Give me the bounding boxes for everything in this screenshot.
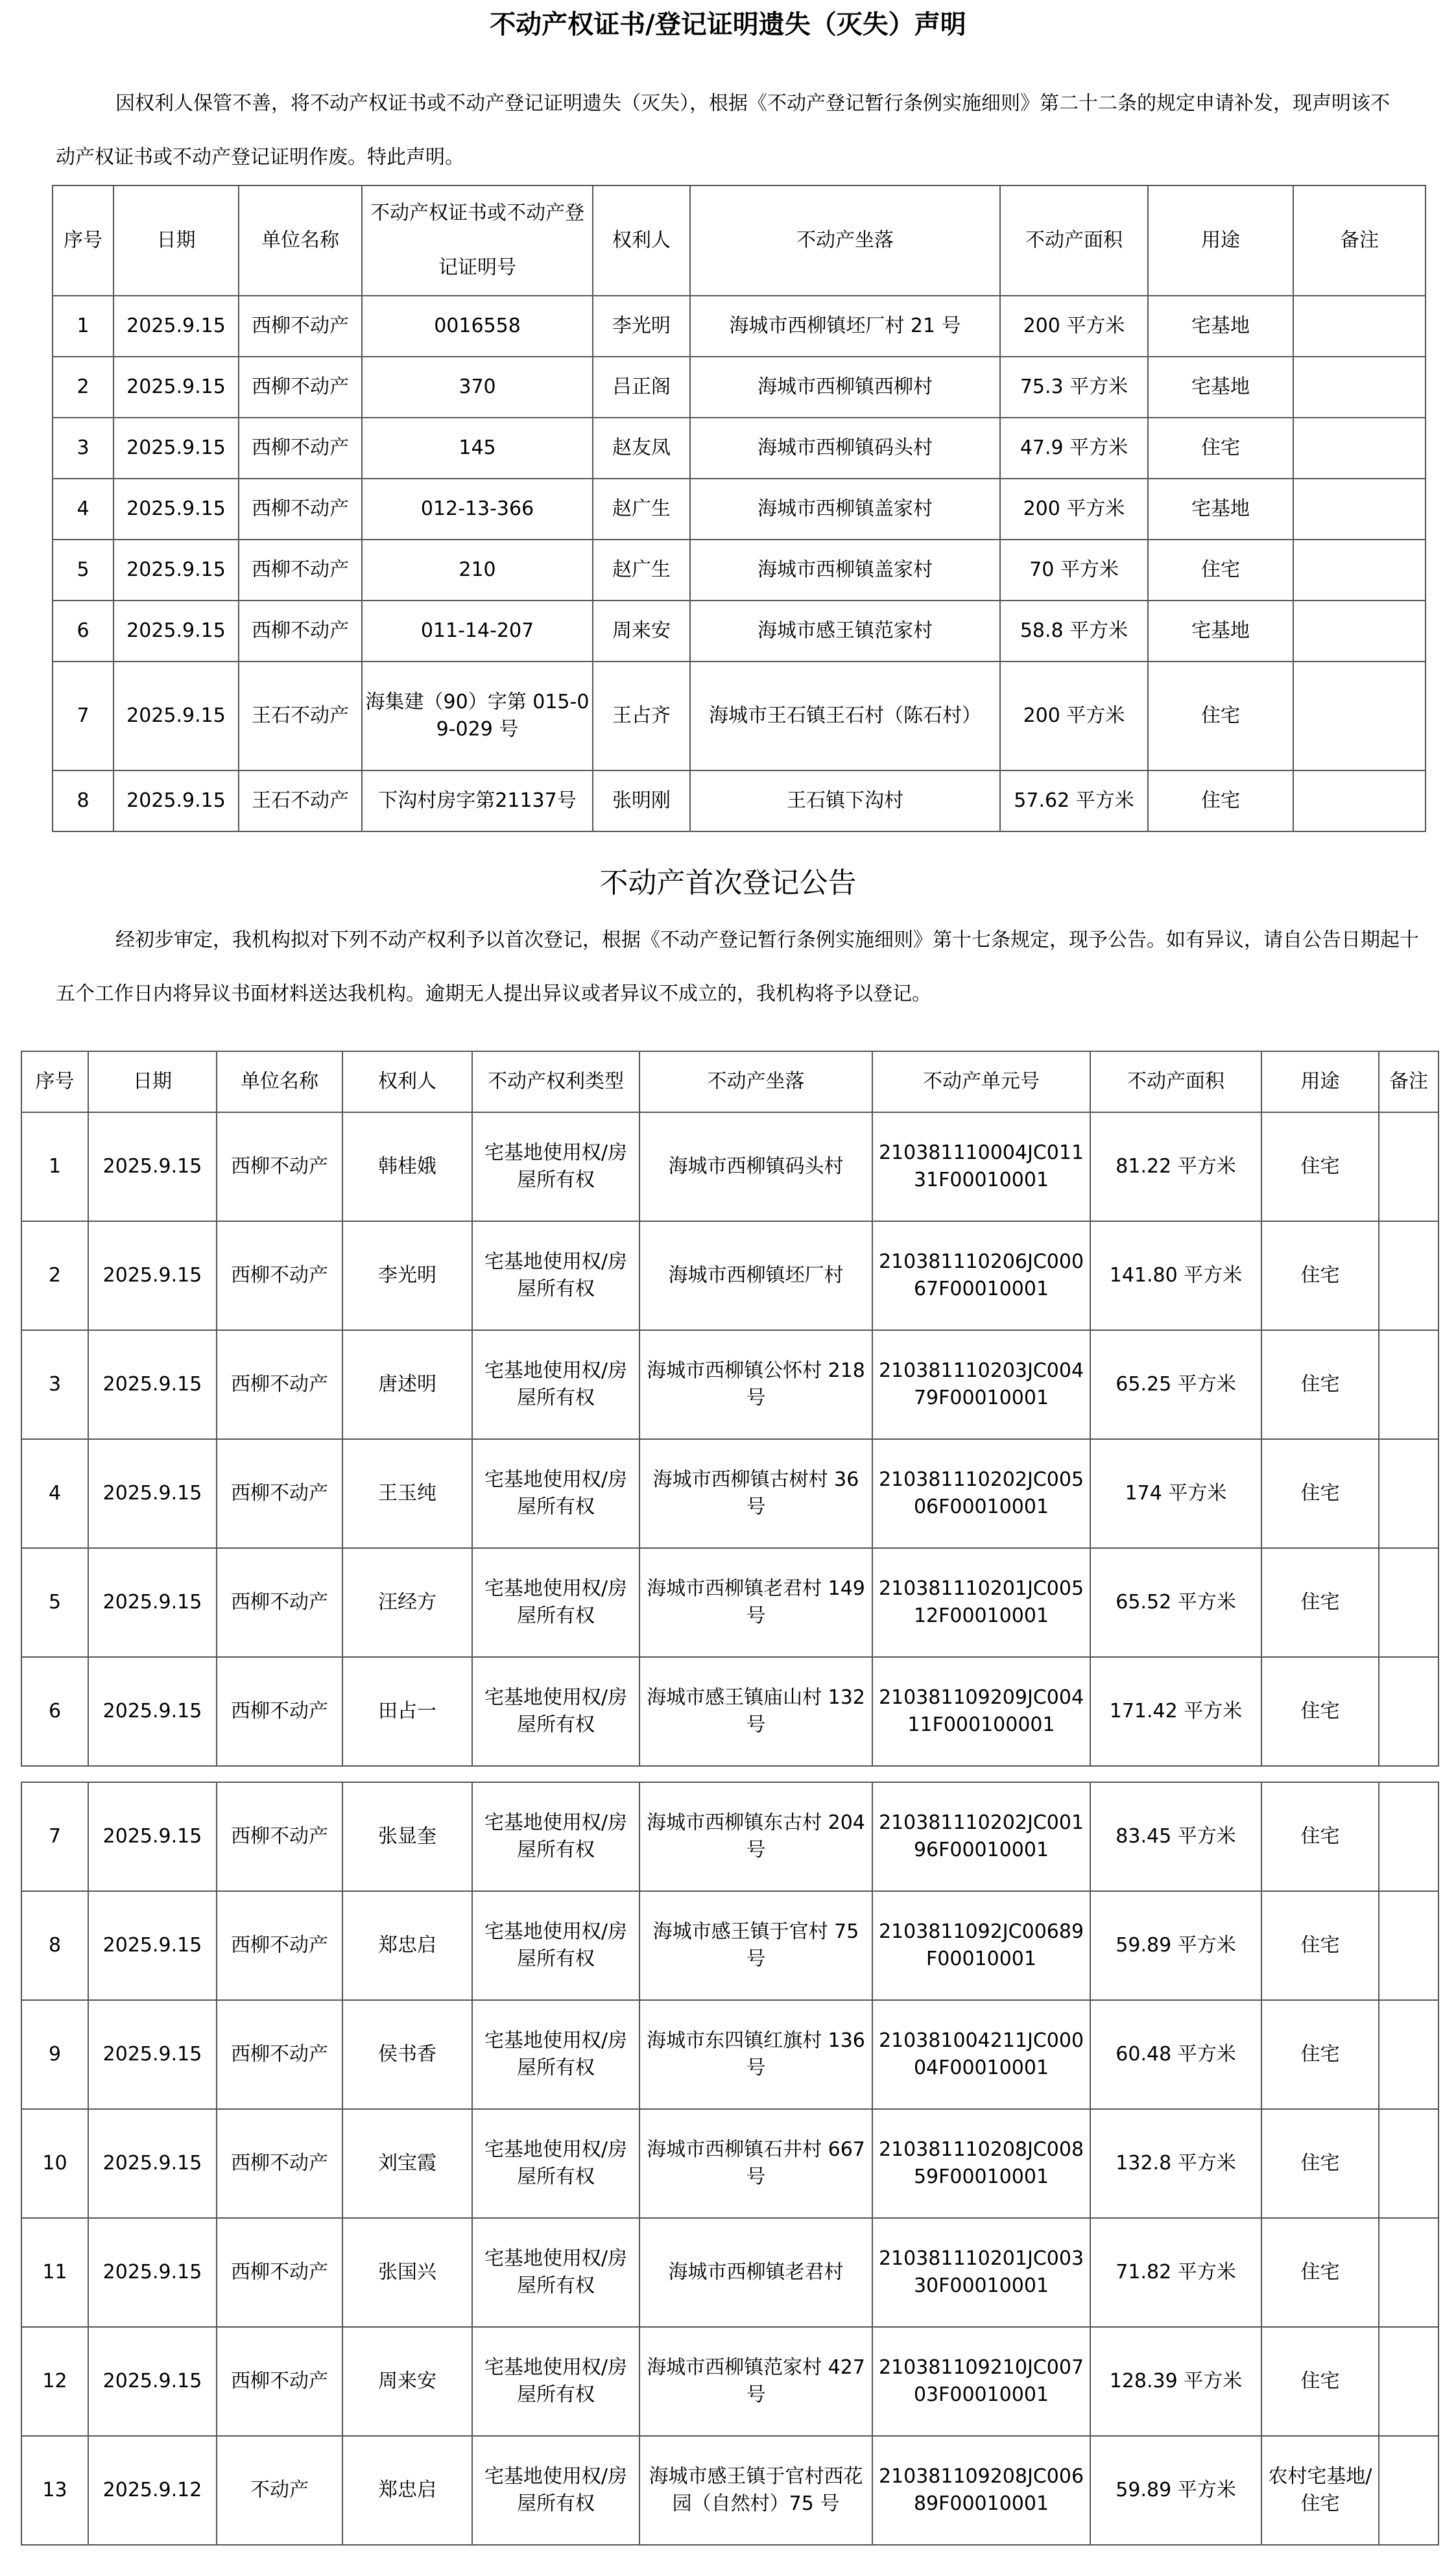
table-cell: 210381110208JC00859F00010001: [872, 2109, 1090, 2218]
table-cell: 200 平方米: [1000, 479, 1148, 540]
table-cell: 海城市西柳镇古树村 36 号: [639, 1439, 872, 1548]
table-cell: 210381109209JC00411F000100001: [872, 1657, 1090, 1766]
table-cell: 9: [21, 2000, 88, 2109]
table-cell: 宅基地: [1148, 357, 1293, 418]
table-cell: 王玉纯: [342, 1439, 472, 1548]
table-cell: 宅基地使用权/房屋所有权: [472, 1782, 639, 1891]
table-row: [21, 1548, 1438, 1657]
table-cell: 海城市西柳镇码头村: [690, 418, 1000, 479]
table-cell: 住宅: [1261, 2327, 1379, 2436]
table-cell: 5: [53, 540, 113, 601]
table-cell: [1379, 1112, 1438, 1221]
table-cell: [1379, 2436, 1438, 2545]
table-cell: 132.8 平方米: [1090, 2109, 1261, 2218]
table-cell: 3: [53, 418, 113, 479]
table-cell: 210381110203JC00479F00010001: [872, 1330, 1090, 1439]
table-cell: 西柳不动产: [239, 479, 362, 540]
table-cell: 王石不动产: [239, 770, 362, 831]
table-cell: [1293, 357, 1426, 418]
table-cell: 西柳不动产: [239, 418, 362, 479]
table-cell: 西柳不动产: [217, 2327, 342, 2436]
table-cell: 宅基地使用权/房屋所有权: [472, 1657, 639, 1766]
table-cell: 西柳不动产: [217, 1657, 342, 1766]
table-cell: 0016558: [362, 296, 593, 357]
table-cell: 58.8 平方米: [1000, 601, 1148, 662]
table-cell: 宅基地使用权/房屋所有权: [472, 2218, 639, 2327]
table-cell: 210381110201JC00330F00010001: [872, 2218, 1090, 2327]
table-cell: 住宅: [1148, 540, 1293, 601]
table-cell: 210381110202JC00196F00010001: [872, 1782, 1090, 1891]
table-cell: [1379, 1657, 1438, 1766]
table-cell: 西柳不动产: [239, 357, 362, 418]
table-cell: 8: [21, 1891, 88, 2000]
table-cell: 侯书香: [342, 2000, 472, 2109]
table-cell: 海城市西柳镇东古村 204 号: [639, 1782, 872, 1891]
table-cell: 海城市西柳镇西柳村: [690, 357, 1000, 418]
table-cell: 海城市西柳镇老君村: [639, 2218, 872, 2327]
table-cell: 不动产: [217, 2436, 342, 2545]
table-cell: 海城市西柳镇石井村 667 号: [639, 2109, 872, 2218]
column-header: 单位名称: [217, 1051, 342, 1112]
table-cell: 张国兴: [342, 2218, 472, 2327]
table-cell: 李光明: [342, 1221, 472, 1330]
table-cell: 田占一: [342, 1657, 472, 1766]
table-cell: 郑忠启: [342, 2436, 472, 2545]
table-cell: 59.89 平方米: [1090, 1891, 1261, 2000]
table-cell: 海城市西柳镇坯厂村: [639, 1221, 872, 1330]
table-cell: 宅基地使用权/房屋所有权: [472, 1330, 639, 1439]
table-cell: 海城市东四镇红旗村 136 号: [639, 2000, 872, 2109]
table-cell: 1: [53, 296, 113, 357]
table-cell: 2025.9.15: [113, 357, 239, 418]
table-cell: 210381110201JC00512F00010001: [872, 1548, 1090, 1657]
table-cell: 8: [53, 770, 113, 831]
table-header-row: [53, 185, 1426, 296]
table-cell: 宅基地使用权/房屋所有权: [472, 1891, 639, 2000]
table-cell: 70 平方米: [1000, 540, 1148, 601]
table-cell: 宅基地: [1148, 601, 1293, 662]
table-cell: 145: [362, 418, 593, 479]
table-cell: [1379, 2327, 1438, 2436]
table-cell: 3: [21, 1330, 88, 1439]
first-registration-table-part1: [21, 1051, 1439, 1767]
table-cell: 2025.9.15: [113, 418, 239, 479]
table-cell: 唐述明: [342, 1330, 472, 1439]
column-header: 用途: [1261, 1051, 1379, 1112]
table-cell: 2025.9.15: [113, 296, 239, 357]
table-cell: [1379, 1891, 1438, 2000]
table-cell: 2: [53, 357, 113, 418]
column-header: 单位名称: [239, 185, 362, 296]
table-cell: [1293, 479, 1426, 540]
table-cell: 西柳不动产: [217, 1782, 342, 1891]
table-cell: 2025.9.15: [113, 601, 239, 662]
table-cell: 210381110004JC01131F00010001: [872, 1112, 1090, 1221]
table-row: [21, 1330, 1438, 1439]
table-cell: 赵广生: [593, 540, 690, 601]
table-row: [21, 1221, 1438, 1330]
table-cell: 200 平方米: [1000, 296, 1148, 357]
loss-notice-table: [52, 185, 1426, 832]
table-cell: 海城市西柳镇公怀村 218 号: [639, 1330, 872, 1439]
table-cell: 75.3 平方米: [1000, 357, 1148, 418]
column-header: 日期: [88, 1051, 217, 1112]
table-cell: 128.39 平方米: [1090, 2327, 1261, 2436]
table-cell: 吕正阁: [593, 357, 690, 418]
table-cell: 6: [21, 1657, 88, 1766]
table-cell: 2025.9.15: [113, 662, 239, 770]
table-cell: 10: [21, 2109, 88, 2218]
table-cell: 住宅: [1261, 1891, 1379, 2000]
table-row: [21, 2436, 1438, 2545]
table-cell: [1293, 662, 1426, 770]
table-cell: 海城市感王镇范家村: [690, 601, 1000, 662]
table-cell: 2025.9.15: [88, 2327, 217, 2436]
table-cell: 赵广生: [593, 479, 690, 540]
table-cell: 174 平方米: [1090, 1439, 1261, 1548]
table-cell: 2025.9.15: [88, 1221, 217, 1330]
table-cell: 下沟村房字第21137号: [362, 770, 593, 831]
first-registration-table-part2: [21, 1782, 1439, 2546]
table-cell: [1293, 418, 1426, 479]
table-cell: 4: [53, 479, 113, 540]
table-row: [21, 1657, 1438, 1766]
column-header: 序号: [53, 185, 113, 296]
table-cell: 海城市感王镇于官村西花园（自然村）75 号: [639, 2436, 872, 2545]
table-cell: 2025.9.12: [88, 2436, 217, 2545]
table-row: [53, 479, 1426, 540]
table-cell: 宅基地: [1148, 296, 1293, 357]
table-cell: 57.62 平方米: [1000, 770, 1148, 831]
column-header: 权利人: [342, 1051, 472, 1112]
table-cell: 李光明: [593, 296, 690, 357]
table-cell: [1379, 2109, 1438, 2218]
table-cell: 宅基地: [1148, 479, 1293, 540]
table-cell: 郑忠启: [342, 1891, 472, 2000]
table-row: [21, 2218, 1438, 2327]
table-cell: 宅基地使用权/房屋所有权: [472, 2436, 639, 2545]
table-cell: 住宅: [1261, 1112, 1379, 1221]
table-cell: 住宅: [1261, 1657, 1379, 1766]
table-cell: [1379, 1548, 1438, 1657]
table-cell: 住宅: [1261, 2109, 1379, 2218]
table-cell: [1379, 2218, 1438, 2327]
column-header: 备注: [1293, 185, 1426, 296]
table-cell: 张显奎: [342, 1782, 472, 1891]
table-cell: 13: [21, 2436, 88, 2545]
table-cell: 住宅: [1261, 2218, 1379, 2327]
table-cell: 住宅: [1148, 662, 1293, 770]
table-cell: 海城市西柳镇范家村 427 号: [639, 2327, 872, 2436]
column-header: 不动产单元号: [872, 1051, 1090, 1112]
table-cell: 83.45 平方米: [1090, 1782, 1261, 1891]
column-header: 序号: [21, 1051, 88, 1112]
table-cell: 47.9 平方米: [1000, 418, 1148, 479]
column-header: 不动产权证书或不动产登记证明号: [362, 185, 593, 296]
table-cell: 12: [21, 2327, 88, 2436]
table-cell: 住宅: [1261, 1221, 1379, 1330]
table-cell: 210: [362, 540, 593, 601]
table-cell: 210381109210JC00703F00010001: [872, 2327, 1090, 2436]
table-cell: 海城市西柳镇盖家村: [690, 540, 1000, 601]
table-row: [53, 296, 1426, 357]
table-row: [21, 1439, 1438, 1548]
table-row: [21, 2327, 1438, 2436]
column-header: 不动产权利类型: [472, 1051, 639, 1112]
table-cell: 住宅: [1148, 418, 1293, 479]
table-cell: 韩桂娥: [342, 1112, 472, 1221]
table-cell: 海城市西柳镇码头村: [639, 1112, 872, 1221]
table-cell: 西柳不动产: [239, 601, 362, 662]
table-cell: 5: [21, 1548, 88, 1657]
table-row: [21, 1112, 1438, 1221]
table-cell: [1293, 601, 1426, 662]
column-header: 不动产面积: [1090, 1051, 1261, 1112]
column-header: 用途: [1148, 185, 1293, 296]
first-registration-title: 不动产首次登记公告: [599, 866, 857, 900]
column-header: 备注: [1379, 1051, 1438, 1112]
column-header: 不动产面积: [1000, 185, 1148, 296]
table-cell: 65.52 平方米: [1090, 1548, 1261, 1657]
column-header: 不动产坐落: [690, 185, 1000, 296]
table-row: [21, 1782, 1438, 1891]
table-cell: [1379, 1330, 1438, 1439]
table-cell: 王占齐: [593, 662, 690, 770]
table-header-row: [21, 1051, 1438, 1112]
table-cell: 海城市感王镇庙山村 132 号: [639, 1657, 872, 1766]
table-cell: 西柳不动产: [217, 1221, 342, 1330]
table-cell: [1379, 1439, 1438, 1548]
table-cell: 西柳不动产: [217, 2109, 342, 2218]
table-cell: 王石不动产: [239, 662, 362, 770]
table-cell: 西柳不动产: [217, 1891, 342, 2000]
table-cell: 刘宝霞: [342, 2109, 472, 2218]
table-cell: 012-13-366: [362, 479, 593, 540]
table-cell: 011-14-207: [362, 601, 593, 662]
table-row: [21, 1891, 1438, 2000]
table-cell: 西柳不动产: [217, 2000, 342, 2109]
table-cell: 6: [53, 601, 113, 662]
table-cell: 2025.9.15: [88, 1657, 217, 1766]
table-cell: 71.82 平方米: [1090, 2218, 1261, 2327]
table-cell: 7: [53, 662, 113, 770]
column-header: 权利人: [593, 185, 690, 296]
table-cell: 周来安: [593, 601, 690, 662]
table-cell: 住宅: [1261, 1548, 1379, 1657]
table-cell: 住宅: [1261, 1439, 1379, 1548]
table-cell: 住宅: [1261, 1330, 1379, 1439]
table-cell: 370: [362, 357, 593, 418]
table-cell: 住宅: [1261, 1782, 1379, 1891]
table-cell: 西柳不动产: [239, 540, 362, 601]
table-cell: 住宅: [1148, 770, 1293, 831]
table-cell: 西柳不动产: [217, 2218, 342, 2327]
table-cell: 海城市西柳镇盖家村: [690, 479, 1000, 540]
table-cell: 西柳不动产: [217, 1330, 342, 1439]
table-cell: 住宅: [1261, 2000, 1379, 2109]
table-cell: 西柳不动产: [217, 1548, 342, 1657]
table-cell: 周来安: [342, 2327, 472, 2436]
table-cell: 2103811092JC00689F00010001: [872, 1891, 1090, 2000]
table-cell: 210381110202JC00506F00010001: [872, 1439, 1090, 1548]
table-row: [53, 601, 1426, 662]
table-cell: 王石镇下沟村: [690, 770, 1000, 831]
table-cell: 2025.9.15: [88, 1112, 217, 1221]
table-row: [53, 540, 1426, 601]
table-cell: 农村宅基地/住宅: [1261, 2436, 1379, 2545]
table-cell: 200 平方米: [1000, 662, 1148, 770]
table-cell: 4: [21, 1439, 88, 1548]
table-cell: 海城市王石镇王石村（陈石村）: [690, 662, 1000, 770]
loss-notice-title: 不动产权证书/登记证明遗失（灭失）声明: [490, 10, 966, 40]
table-cell: 2025.9.15: [113, 479, 239, 540]
table-cell: 59.89 平方米: [1090, 2436, 1261, 2545]
table-cell: 171.42 平方米: [1090, 1657, 1261, 1766]
table-cell: 2025.9.15: [88, 1330, 217, 1439]
table-cell: 2025.9.15: [88, 1782, 217, 1891]
table-cell: 西柳不动产: [217, 1112, 342, 1221]
table-cell: 11: [21, 2218, 88, 2327]
table-cell: 宅基地使用权/房屋所有权: [472, 2327, 639, 2436]
table-cell: 2025.9.15: [88, 2218, 217, 2327]
table-cell: 宅基地使用权/房屋所有权: [472, 2000, 639, 2109]
table-row: [53, 662, 1426, 770]
table-cell: 西柳不动产: [217, 1439, 342, 1548]
table-cell: [1293, 540, 1426, 601]
table-cell: 2025.9.15: [88, 1891, 217, 2000]
table-cell: 张明刚: [593, 770, 690, 831]
table-cell: 210381110206JC00067F00010001: [872, 1221, 1090, 1330]
table-cell: [1379, 1782, 1438, 1891]
table-cell: 210381109208JC00689F00010001: [872, 2436, 1090, 2545]
table-cell: 宅基地使用权/房屋所有权: [472, 1221, 639, 1330]
table-cell: 2025.9.15: [88, 1439, 217, 1548]
table-cell: 宅基地使用权/房屋所有权: [472, 2109, 639, 2218]
table-cell: [1293, 296, 1426, 357]
table-cell: 141.80 平方米: [1090, 1221, 1261, 1330]
table-cell: [1293, 770, 1426, 831]
table-cell: 海集建（90）字第 015-09-029 号: [362, 662, 593, 770]
table-cell: 汪经方: [342, 1548, 472, 1657]
table-cell: 西柳不动产: [239, 296, 362, 357]
table-cell: 海城市感王镇于官村 75 号: [639, 1891, 872, 2000]
table-row: [53, 357, 1426, 418]
table-cell: 2025.9.15: [113, 770, 239, 831]
table-cell: 海城市西柳镇老君村 149 号: [639, 1548, 872, 1657]
table-cell: 65.25 平方米: [1090, 1330, 1261, 1439]
table-row: [53, 418, 1426, 479]
first-registration-paragraph: 经初步审定，我机构拟对下列不动产权利予以首次登记，根据《不动产登记暂行条例实施细则》第十七条规定，现予公告。如有异议，请自公告日期起十五个工作日内将异议书面材料送达我机构。逾期无人提出异议或者异议不成立的，我机构将予以登记。: [56, 929, 1419, 1005]
table-row: [53, 770, 1426, 831]
table-cell: 海城市西柳镇坯厂村 21 号: [690, 296, 1000, 357]
table-cell: 2025.9.15: [88, 2109, 217, 2218]
table-cell: 60.48 平方米: [1090, 2000, 1261, 2109]
table-cell: 宅基地使用权/房屋所有权: [472, 1112, 639, 1221]
table-cell: [1379, 1221, 1438, 1330]
table-cell: 81.22 平方米: [1090, 1112, 1261, 1221]
table-cell: 宅基地使用权/房屋所有权: [472, 1548, 639, 1657]
table-cell: 210381004211JC00004F00010001: [872, 2000, 1090, 2109]
table-cell: 2025.9.15: [88, 1548, 217, 1657]
table-row: [21, 2000, 1438, 2109]
column-header: 日期: [113, 185, 239, 296]
table-cell: 2025.9.15: [88, 2000, 217, 2109]
table-cell: 2: [21, 1221, 88, 1330]
column-header: 不动产坐落: [639, 1051, 872, 1112]
table-cell: 7: [21, 1782, 88, 1891]
table-cell: 1: [21, 1112, 88, 1221]
table-cell: 赵友凤: [593, 418, 690, 479]
table-cell: 宅基地使用权/房屋所有权: [472, 1439, 639, 1548]
table-cell: [1379, 2000, 1438, 2109]
loss-notice-paragraph: 因权利人保管不善，将不动产权证书或不动产登记证明遗失（灭失），根据《不动产登记暂行条例实施细则》第二十二条的规定申请补发，现声明该不动产权证书或不动产登记证明作废。特此声明。: [56, 92, 1390, 169]
table-row: [21, 2109, 1438, 2218]
table-cell: 2025.9.15: [113, 540, 239, 601]
